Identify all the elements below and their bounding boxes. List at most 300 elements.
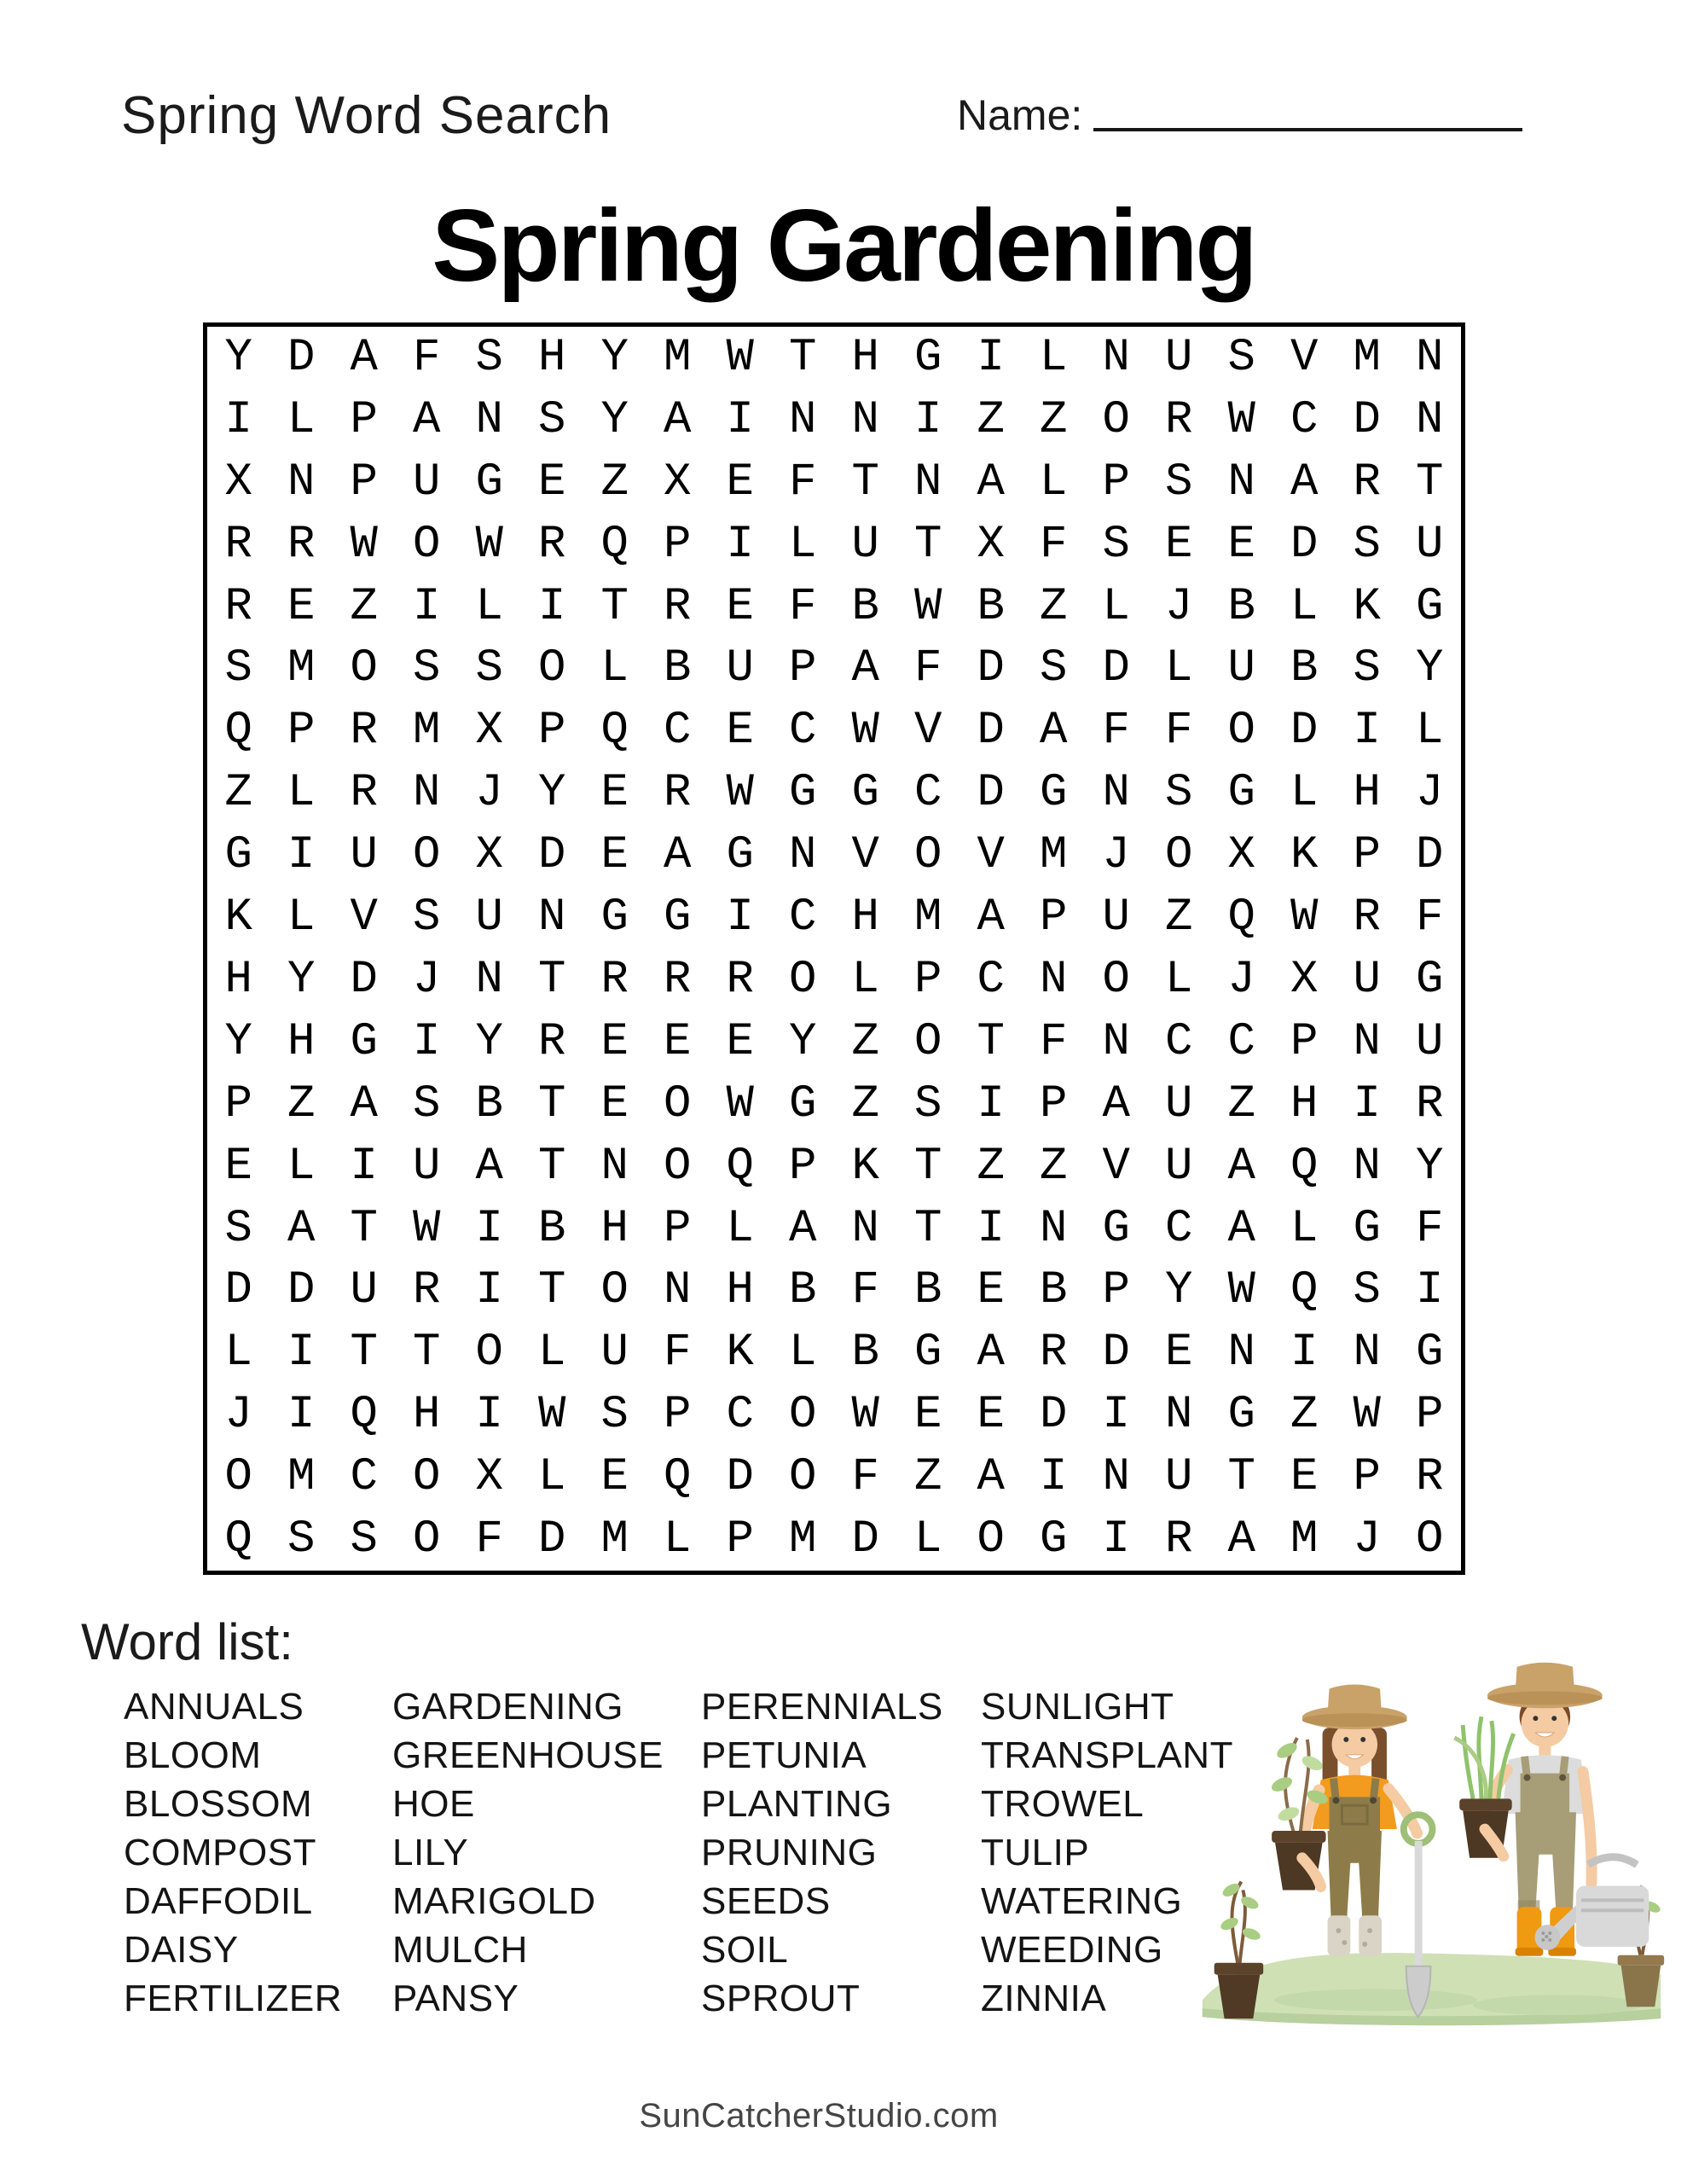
grid-cell: Z [977,1140,1005,1193]
grid-cell: N [1416,393,1444,446]
word-list-item: SUNLIGHT [981,1686,1174,1728]
grid-cell: Q [600,705,629,758]
grid-cell: Z [1040,1140,1068,1193]
grid-cell: Z [1040,393,1068,446]
grid-cell: E [726,1015,754,1068]
grid-cell: U [1102,892,1130,944]
grid-cell: S [413,1077,441,1130]
grid-cell: N [1040,1202,1068,1255]
grid-cell: I [287,1327,316,1380]
grid-cell: Z [914,1451,942,1504]
grid-cell: S [350,1513,378,1566]
grid-cell: O [789,1451,817,1504]
grid-cell: F [1165,705,1193,758]
grid-cell: A [287,1202,316,1255]
grid-cell: Y [600,331,629,384]
grid-cell: A [977,1451,1005,1504]
grid-cell: S [413,892,441,944]
grid-cell: V [851,829,879,882]
grid-cell: L [287,1140,316,1193]
name-label: Name: [957,91,1083,139]
grid-cell: W [350,518,378,571]
grid-cell: Z [1165,892,1193,944]
grid-cell: U [726,642,754,695]
grid-cell: E [224,1140,252,1193]
grid-cell: X [224,456,252,508]
grid-cell: L [1290,1202,1319,1255]
grid-cell: I [726,892,754,944]
grid-cell: S [1227,331,1255,384]
grid-cell: Y [600,393,629,446]
grid-cell: L [287,767,316,820]
grid-cell: C [726,1389,754,1442]
grid-cell: G [1353,1202,1381,1255]
grid-cell: D [1040,1389,1068,1442]
grid-cell: O [664,1077,692,1130]
grid-cell: I [224,393,252,446]
grid-cell: R [538,518,566,571]
grid-cell: E [914,1389,942,1442]
grid-cell: U [851,518,879,571]
word-list-column [124,1682,342,2023]
grid-cell: P [664,1202,692,1255]
grid-cell: P [789,642,817,695]
grid-cell: D [224,1264,252,1317]
grid-cell: N [287,456,316,508]
grid-cell: C [350,1451,378,1504]
grid-cell: A [1040,705,1068,758]
grid-cell: T [789,331,817,384]
grid-cell: O [600,1264,629,1317]
grid-cell: V [1102,1140,1130,1193]
grid-cell: C [1165,1202,1193,1255]
grid-cell: E [1290,1451,1319,1504]
grid-cell: O [1102,953,1130,1006]
grid-cell: S [413,642,441,695]
grid-cell: T [914,1202,942,1255]
grid-cell: W [475,518,503,571]
grid-cell: D [538,829,566,882]
grid-cell: E [538,456,566,508]
word-list-item: SPROUT [701,1978,861,2019]
grid-cell: X [664,456,692,508]
grid-cell: D [287,331,316,384]
grid-cell: I [1353,705,1381,758]
grid-cell: G [475,456,503,508]
word-list-item: PRUNING [701,1832,878,1873]
grid-cell: L [726,1202,754,1255]
word-list-item: TULIP [981,1832,1090,1873]
grid-cell: H [851,892,879,944]
grid-cell: A [977,456,1005,508]
grid-cell: L [1040,456,1068,508]
grid-cell: I [287,1389,316,1442]
grid-cell: G [1416,953,1444,1006]
grid-cell: O [538,642,566,695]
word-list-item: COMPOST [124,1832,316,1873]
grid-cell: A [977,892,1005,944]
grid-cell: M [914,892,942,944]
grid-cell: E [726,456,754,508]
grid-cell: R [664,953,692,1006]
grid-cell: N [914,456,942,508]
grid-cell: R [287,518,316,571]
grid-cell: S [224,1202,252,1255]
grid-cell: G [726,829,754,882]
grid-cell: S [1165,456,1193,508]
grid-cell: U [1353,953,1381,1006]
grid-cell: N [1102,767,1130,820]
grid-cell: U [350,829,378,882]
grid-cell: Q [1290,1140,1319,1193]
grid-cell: G [1227,1389,1255,1442]
grid-cell: M [287,642,316,695]
grid-cell: B [1227,580,1255,633]
grid-cell: C [1227,1015,1255,1068]
grid-cell: U [1165,1140,1193,1193]
grid-cell: L [1040,331,1068,384]
grid-cell: A [413,393,441,446]
grid-cell: H [1353,767,1381,820]
grid-cell: J [475,767,503,820]
word-list-item: BLOOM [124,1734,262,1776]
grid-cell: Q [664,1451,692,1504]
grid-cell: P [664,518,692,571]
word-list-item: PLANTING [701,1783,893,1825]
grid-cell: H [600,1202,629,1255]
grid-cell: O [1165,829,1193,882]
grid-cell: Y [1165,1264,1193,1317]
grid-cell: W [851,705,879,758]
grid-cell: O [413,829,441,882]
grid-cell: S [914,1077,942,1130]
grid-cell: P [350,393,378,446]
word-list-item: SEEDS [701,1880,831,1922]
grid-cell: K [224,892,252,944]
word-list-item: WEEDING [981,1929,1163,1971]
grid-cell: N [1040,953,1068,1006]
grid-cell: Q [350,1389,378,1442]
grid-cell: S [287,1513,316,1566]
grid-cell: J [1165,580,1193,633]
grid-cell: T [1416,456,1444,508]
word-list-item: PETUNIA [701,1734,867,1776]
word-list-item: BLOSSOM [124,1783,313,1825]
grid-cell: W [1227,393,1255,446]
grid-cell: J [413,953,441,1006]
grid-cell: U [600,1327,629,1380]
grid-cell: U [1165,1451,1193,1504]
grid-cell: G [789,767,817,820]
grid-cell: P [1102,456,1130,508]
grid-cell: I [413,1015,441,1068]
grid-cell: V [914,705,942,758]
grid-cell: G [914,1327,942,1380]
grid-cell: H [851,331,879,384]
worksheet-title: Spring Word Search [121,86,612,145]
grid-cell: O [664,1140,692,1193]
grid-cell: K [851,1140,879,1193]
grid-cell: A [851,642,879,695]
grid-cell: P [726,1513,754,1566]
grid-cell: A [664,393,692,446]
grid-cell: R [1353,892,1381,944]
grid-cell: B [1040,1264,1068,1317]
grid-cell: L [600,642,629,695]
word-list-column [701,1682,943,2023]
grid-cell: J [1353,1513,1381,1566]
grid-cell: Z [851,1077,879,1130]
grid-cell: A [1227,1140,1255,1193]
grid-cell: Y [789,1015,817,1068]
word-list-column [392,1682,664,2023]
grid-cell: J [1102,829,1130,882]
word-list-item: ANNUALS [124,1686,304,1728]
grid-cell: N [664,1264,692,1317]
grid-cell: E [600,1077,629,1130]
grid-cell: R [538,1015,566,1068]
grid-cell: U [1416,518,1444,571]
grid-cell: I [726,393,754,446]
grid-cell: W [851,1389,879,1442]
grid-cell: Q [1290,1264,1319,1317]
grid-cell: L [538,1451,566,1504]
grid-cell: I [1353,1077,1381,1130]
grid-cell: D [1416,829,1444,882]
grid-cell: D [538,1513,566,1566]
grid-cell: F [789,456,817,508]
grid-cell: B [538,1202,566,1255]
grid-cell: B [789,1264,817,1317]
grid-cell: R [224,518,252,571]
grid-cell: V [977,829,1005,882]
grid-cell: G [1227,767,1255,820]
grid-cell: J [1416,767,1444,820]
grid-cell: R [350,705,378,758]
grid-cell: X [475,705,503,758]
grid-cell: R [1165,393,1193,446]
grid-cell: J [224,1389,252,1442]
grid-cell: K [726,1327,754,1380]
grid-cell: T [538,1140,566,1193]
grid-cell: H [224,953,252,1006]
grid-cell: S [1353,518,1381,571]
grid-cell: B [664,642,692,695]
grid-cell: T [600,580,629,633]
grid-cell: R [664,580,692,633]
grid-cell: C [1290,393,1319,446]
grid-cell: P [538,705,566,758]
grid-cell: E [1227,518,1255,571]
word-list-item: GREENHOUSE [392,1734,664,1776]
grid-cell: I [1416,1264,1444,1317]
puzzle-title: Spring Gardening [432,189,1255,303]
grid-cell: E [600,1015,629,1068]
grid-cell: P [224,1077,252,1130]
grid-cell: P [1102,1264,1130,1317]
grid-cell: T [538,1264,566,1317]
grid-cell: L [664,1513,692,1566]
grid-cell: I [977,1202,1005,1255]
grid-cell: P [287,705,316,758]
grid-cell: G [851,767,879,820]
grid-cell: N [789,829,817,882]
grid-cell: I [1102,1389,1130,1442]
grid-cell: F [1416,892,1444,944]
grid-cell: K [1353,580,1381,633]
grid-cell: N [600,1140,629,1193]
grid-cell: R [350,767,378,820]
gardeners-illustration [1190,1636,1672,2034]
grid-cell: F [475,1513,503,1566]
grid-cell: T [538,953,566,1006]
grid-cell: B [914,1264,942,1317]
grid-cell: W [726,767,754,820]
grid-cell: O [1102,393,1130,446]
grid-cell: D [977,705,1005,758]
grid-cell: S [1102,518,1130,571]
grid-cell: M [1290,1513,1319,1566]
grid-cell: A [664,829,692,882]
name-blank-line [1093,89,1522,131]
letter-grid [203,322,1465,1575]
grid-cell: N [851,1202,879,1255]
grid-cell: G [789,1077,817,1130]
grid-cell: H [726,1264,754,1317]
grid-cell: S [1353,642,1381,695]
grid-cell: X [1290,953,1319,1006]
word-list-item: WATERING [981,1880,1183,1922]
word-list-item: PERENNIALS [701,1686,943,1728]
grid-cell: I [475,1264,503,1317]
grid-cell: T [413,1327,441,1380]
grid-cell: C [789,892,817,944]
grid-cell: Y [224,1015,252,1068]
grid-cell: M [600,1513,629,1566]
grid-cell: N [1102,331,1130,384]
grid-cell: A [350,1077,378,1130]
grid-cell: S [475,331,503,384]
grid-cell: S [600,1389,629,1442]
grid-cell: U [350,1264,378,1317]
grid-cell: X [1227,829,1255,882]
grid-cell: N [1102,1015,1130,1068]
grid-cell: N [1353,1140,1381,1193]
grid-cell: N [1165,1389,1193,1442]
grid-cell: T [977,1015,1005,1068]
grid-cell: D [977,767,1005,820]
grid-cell: P [1290,1015,1319,1068]
grid-cell: W [1290,892,1319,944]
grid-cell: G [600,892,629,944]
grid-cell: P [1353,829,1381,882]
word-list-item: HOE [392,1783,475,1825]
grid-cell: N [1353,1327,1381,1380]
grid-cell: C [1165,1015,1193,1068]
grid-cell: L [475,580,503,633]
grid-cell: M [1353,331,1381,384]
grid-cell: M [664,331,692,384]
grid-cell: A [977,1327,1005,1380]
grid-cell: D [1290,518,1319,571]
grid-cell: W [726,331,754,384]
grid-cell: E [287,580,316,633]
grid-cell: I [977,1077,1005,1130]
grid-cell: N [475,393,503,446]
grid-cell: J [1227,953,1255,1006]
grid-cell: S [1353,1264,1381,1317]
grid-cell: A [789,1202,817,1255]
grid-cell: P [1040,1077,1068,1130]
grid-cell: D [1102,642,1130,695]
grid-cell: A [475,1140,503,1193]
grid-cell: D [977,642,1005,695]
grid-cell: L [851,953,879,1006]
grid-cell: L [1290,767,1319,820]
grid-cell: E [1165,1327,1193,1380]
grid-cell: L [1165,642,1193,695]
grid-cell: G [1416,1327,1444,1380]
word-list-item: ZINNIA [981,1978,1107,2019]
grid-cell: G [350,1015,378,1068]
grid-cell: D [350,953,378,1006]
grid-cell: N [1102,1451,1130,1504]
grid-cell: Z [350,580,378,633]
grid-cell: U [1165,331,1193,384]
grid-cell: S [538,393,566,446]
grid-cell: G [1040,1513,1068,1566]
grid-cell: O [789,953,817,1006]
grid-cell: R [1416,1077,1444,1130]
footer-website: SunCatcherStudio.com [639,2097,999,2135]
grid-cell: Z [287,1077,316,1130]
grid-cell: W [914,580,942,633]
grid-cell: U [1227,642,1255,695]
grid-cell: K [1290,829,1319,882]
grid-cell: H [287,1015,316,1068]
grid-cell: N [851,393,879,446]
grid-cell: O [914,1015,942,1068]
grid-cell: Z [600,456,629,508]
grid-cell: D [851,1513,879,1566]
grid-cell: P [789,1140,817,1193]
grid-cell: L [224,1327,252,1380]
grid-cell: D [726,1451,754,1504]
grid-cell: G [664,892,692,944]
grid-cell: T [1227,1451,1255,1504]
grid-cell: O [350,642,378,695]
word-list-item: SOIL [701,1929,789,1971]
grid-cell: C [664,705,692,758]
grid-cell: L [789,1327,817,1380]
grid-cell: S [1165,767,1193,820]
grid-cell: Z [1290,1389,1319,1442]
grid-cell: N [413,767,441,820]
grid-cell: E [726,705,754,758]
grid-cell: Q [1227,892,1255,944]
grid-cell: F [851,1264,879,1317]
grid-cell: Z [1040,580,1068,633]
grid-cell: E [600,829,629,882]
grid-cell: O [789,1389,817,1442]
grid-cell: B [1290,642,1319,695]
grid-cell: F [1040,518,1068,571]
grid-cell: Y [1416,1140,1444,1193]
grid-cell: M [1040,829,1068,882]
grid-cell: R [1040,1327,1068,1380]
grid-cell: R [1416,1451,1444,1504]
grid-cell: M [789,1513,817,1566]
